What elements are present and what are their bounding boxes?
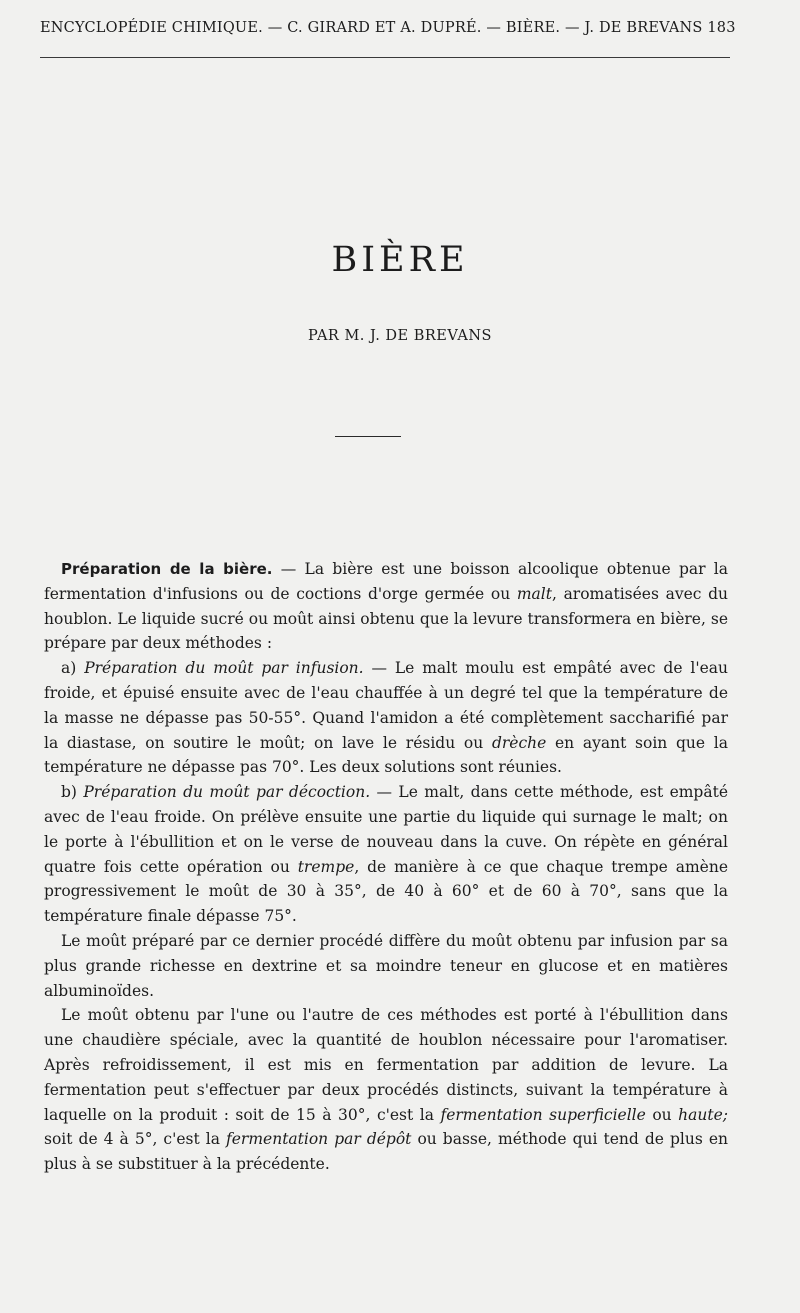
author-byline: PAR M. J. DE BREVANS [308,328,492,344]
paragraph-infusion: a) Préparation du moût par infusion. — Le malt moulu est empâté avec de l'eau froide, et épuisé ensuite avec de l'eau chauffée à un degré tel que la température de la masse ne dépasse pas 50-55°. Quand l'amidon a été complètement saccharifié par la diastase, on soutire le moût; on lave le résidu ou drèche en ayant soin que la température ne dépasse pas 70°. Les deux solutions sont réunies. [44,659,728,777]
article-title: BIÈRE [331,240,469,280]
paragraph-comparison: Le moût préparé par ce dernier procédé diffère du moût obtenu par infusion par sa plus grande richesse en dextrine et sa moindre teneur en glucose et en matières albuminoïdes. [44,931,728,1000]
header-rule [40,57,730,58]
article-body [44,557,728,1177]
paragraph-decoction: b) Préparation du moût par décoction. — Le malt, dans cette méthode, est empâté avec de l'eau froide. On prélève ensuite une partie du liquide qui surnage le malt; on le porte à l'ébullition et on le verse de nouveau dans la cuve. On répète en général quatre fois cette opération ou trempe, de manière à ce que chaque trempe amène progressivement le moût de 30 à 35°, de 40 à 60° et de 60 à 70°, sans que la température finale dépasse 75°. [44,783,729,926]
running-header: ENCYCLOPÉDIE CHIMIQUE. — C. GIRARD ET A. DUPRÉ. — BIÈRE. — J. DE BREVANS 183 [40,20,736,36]
paragraph-preparation: Préparation de la bière. — La bière est une boisson alcoolique obtenue par la fermentation d'infusions ou de coctions d'orge germée ou malt, aromatisées avec du houblon. Le liquide sucré ou moût ainsi obtenu que la levure transformera en bière, se prépare par deux méthodes : [44,560,728,653]
section-divider [335,436,401,437]
runin-heading: Préparation de la bière. [61,560,273,578]
paragraph-fermentation: Le moût obtenu par l'une ou l'autre de ces méthodes est porté à l'ébullition dans une chaudière spéciale, avec la quantité de houblon nécessaire pour l'aromatiser. Après refroidissement, il est mis en fermentation par addition de levure. La fermentation peut s'effectuer par deux procédés distincts, suivant la température à laquelle on la produit : soit de 15 à 30°, c'est la fermentation superficielle ou haute; soit de 4 à 5°, c'est la fermentation par dépôt ou basse, méthode qui tend de plus en plus à se substituer à la précédente. [44,1006,729,1174]
